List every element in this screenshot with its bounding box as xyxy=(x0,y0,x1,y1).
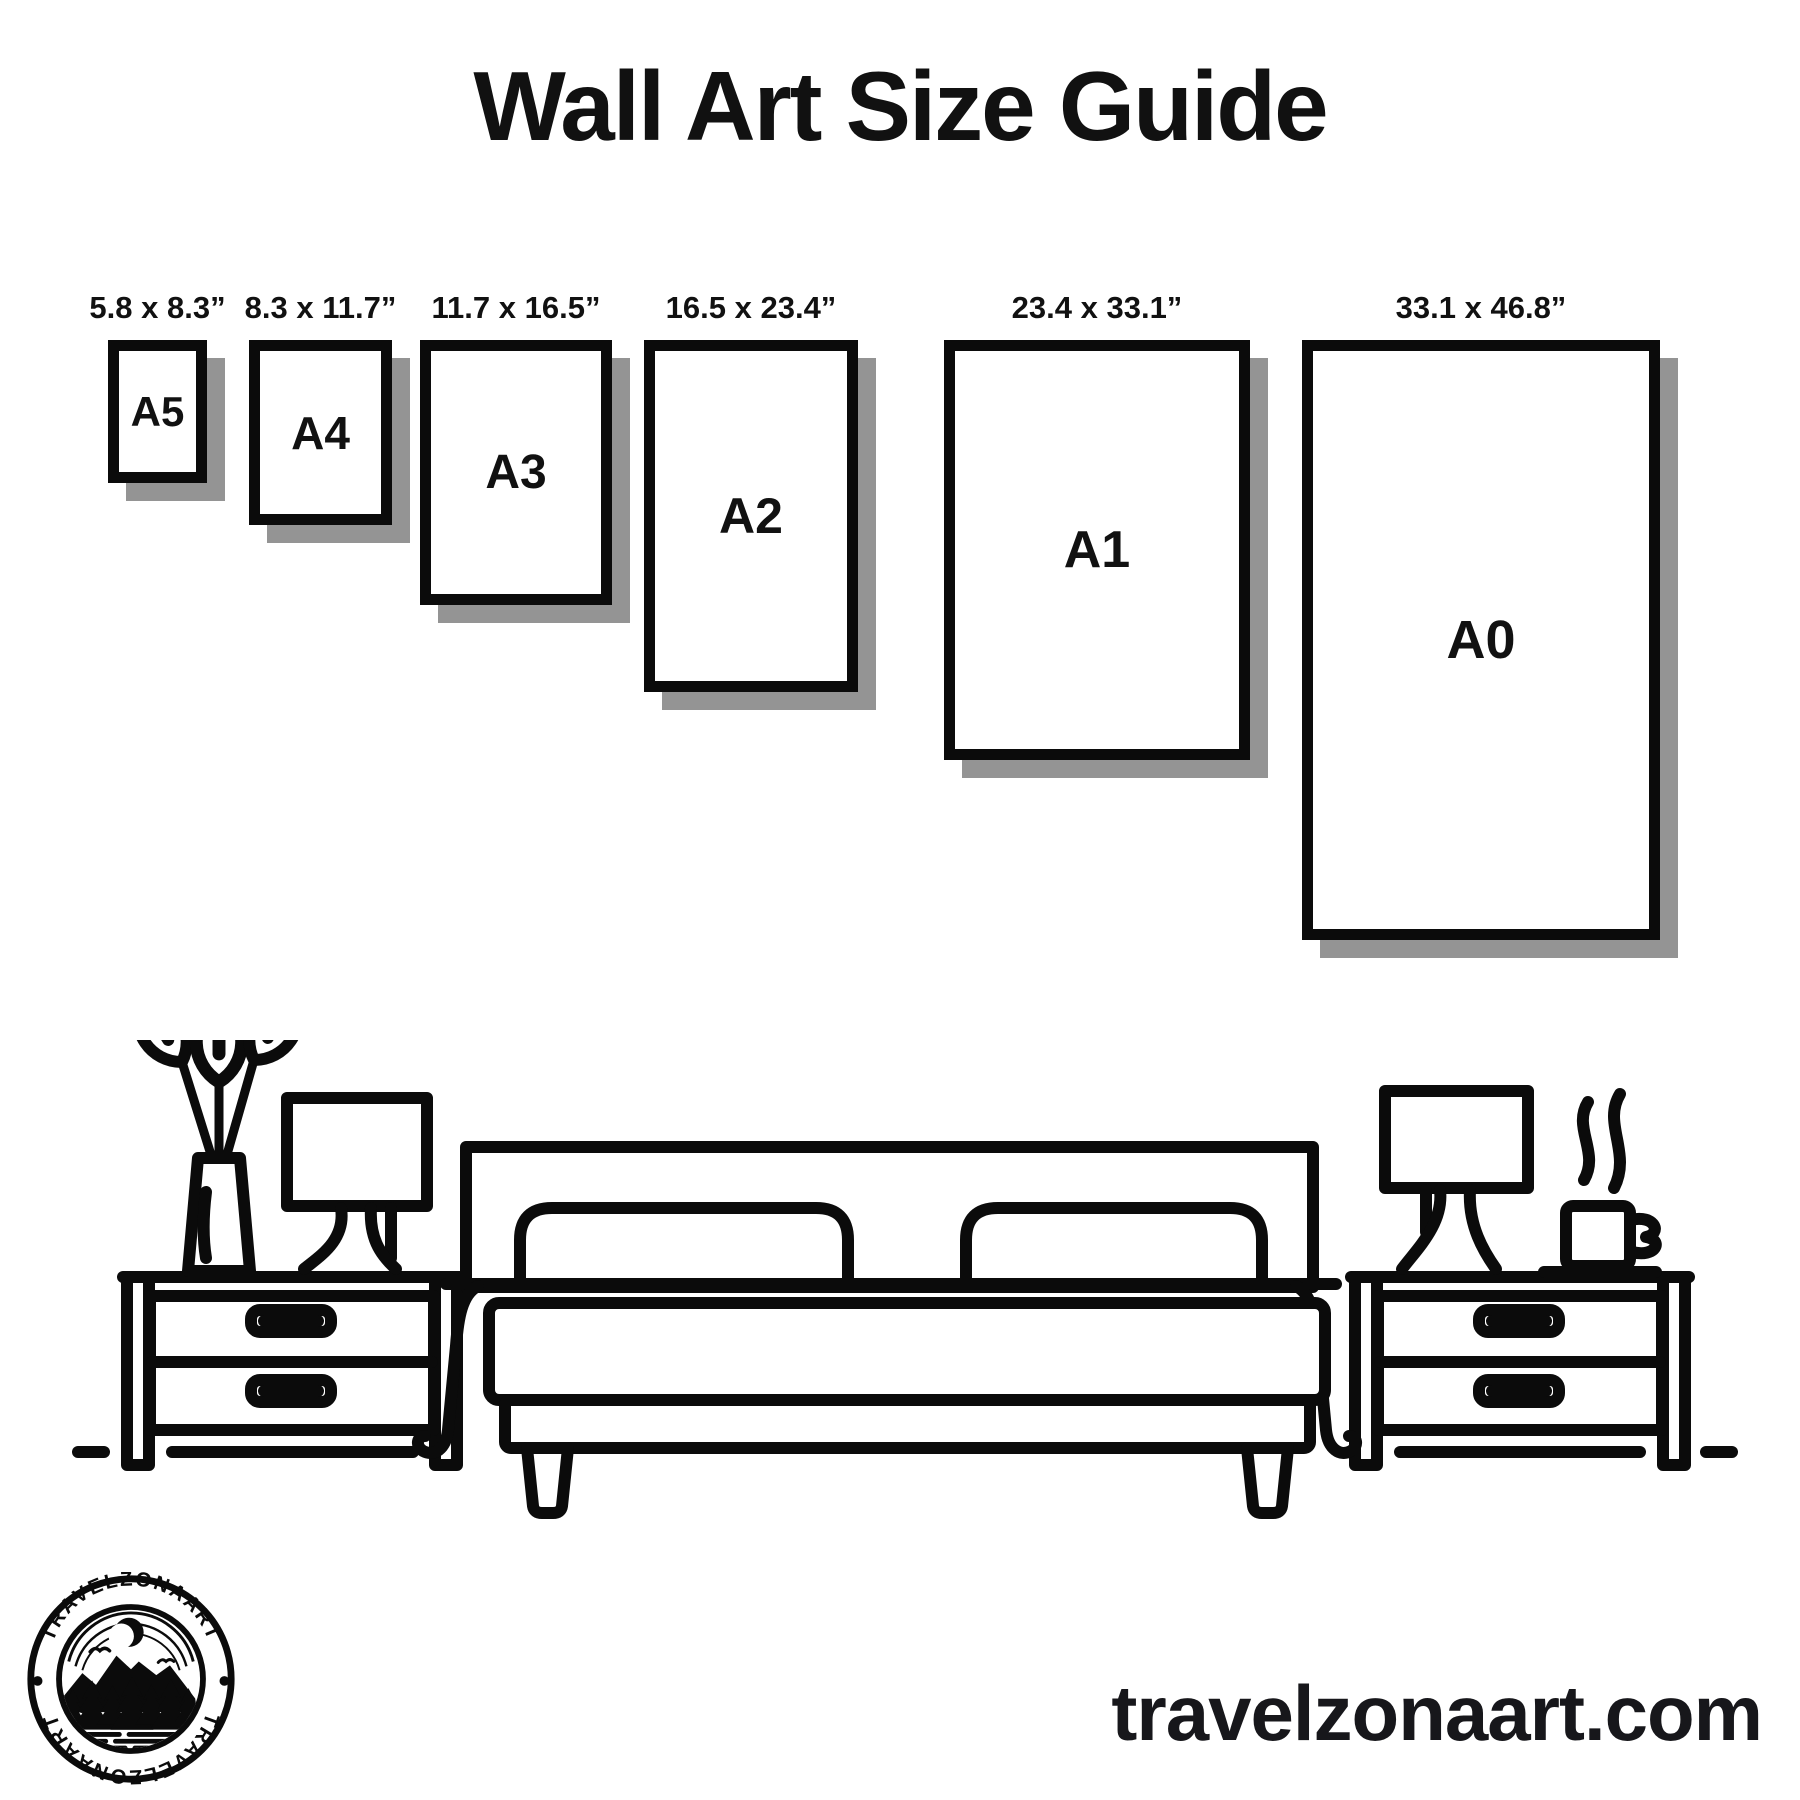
size-dimensions-a2: 16.5 x 23.4” xyxy=(665,290,837,325)
size-dimensions-a4: 8.3 x 11.7” xyxy=(244,290,397,325)
size-frame-a3 xyxy=(420,340,612,605)
coffee-cup-icon xyxy=(1544,1094,1656,1272)
size-code-a4: A4 xyxy=(291,406,350,459)
steam-icon xyxy=(1583,1094,1620,1188)
bedroom-illustration xyxy=(0,1040,1800,1540)
nightstand-left-icon xyxy=(123,1277,461,1465)
size-dimensions-a3: 11.7 x 16.5” xyxy=(431,290,601,325)
bird-icon xyxy=(158,1660,174,1663)
size-code-a1: A1 xyxy=(1063,521,1131,579)
size-dimensions-a0: 33.1 x 46.8” xyxy=(1395,290,1567,325)
size-frame-a2 xyxy=(644,340,858,692)
table-lamp-right-icon xyxy=(1385,1091,1528,1269)
website-url: travelzonaart.com xyxy=(1111,1669,1762,1757)
size-code-a2: A2 xyxy=(719,488,783,544)
size-dimensions-a1: 23.4 x 33.1” xyxy=(1011,290,1183,325)
bed-icon xyxy=(418,1147,1356,1513)
size-dimensions-a5: 5.8 x 8.3” xyxy=(89,290,226,325)
badge-arc-text-top: TRAVELZONAART xyxy=(37,1572,225,1645)
size-frame-a4 xyxy=(249,340,392,525)
badge-dot-left xyxy=(33,1676,43,1686)
badge-dot-right xyxy=(220,1676,230,1686)
size-frame-a1 xyxy=(944,340,1250,760)
size-frame-a5 xyxy=(108,340,207,483)
table-lamp-left-icon xyxy=(287,1098,427,1269)
nightstand-right-icon xyxy=(1351,1277,1689,1465)
size-frame-a0 xyxy=(1302,340,1660,940)
badge-arc-text-bottom: TRAVELZONAART xyxy=(39,1710,223,1786)
travelzonaart-logo-badge xyxy=(24,1572,238,1786)
size-code-a5: A5 xyxy=(130,387,185,435)
page-title: Wall Art Size Guide xyxy=(473,51,1327,161)
size-code-a3: A3 xyxy=(485,446,547,499)
size-code-a0: A0 xyxy=(1446,610,1516,670)
